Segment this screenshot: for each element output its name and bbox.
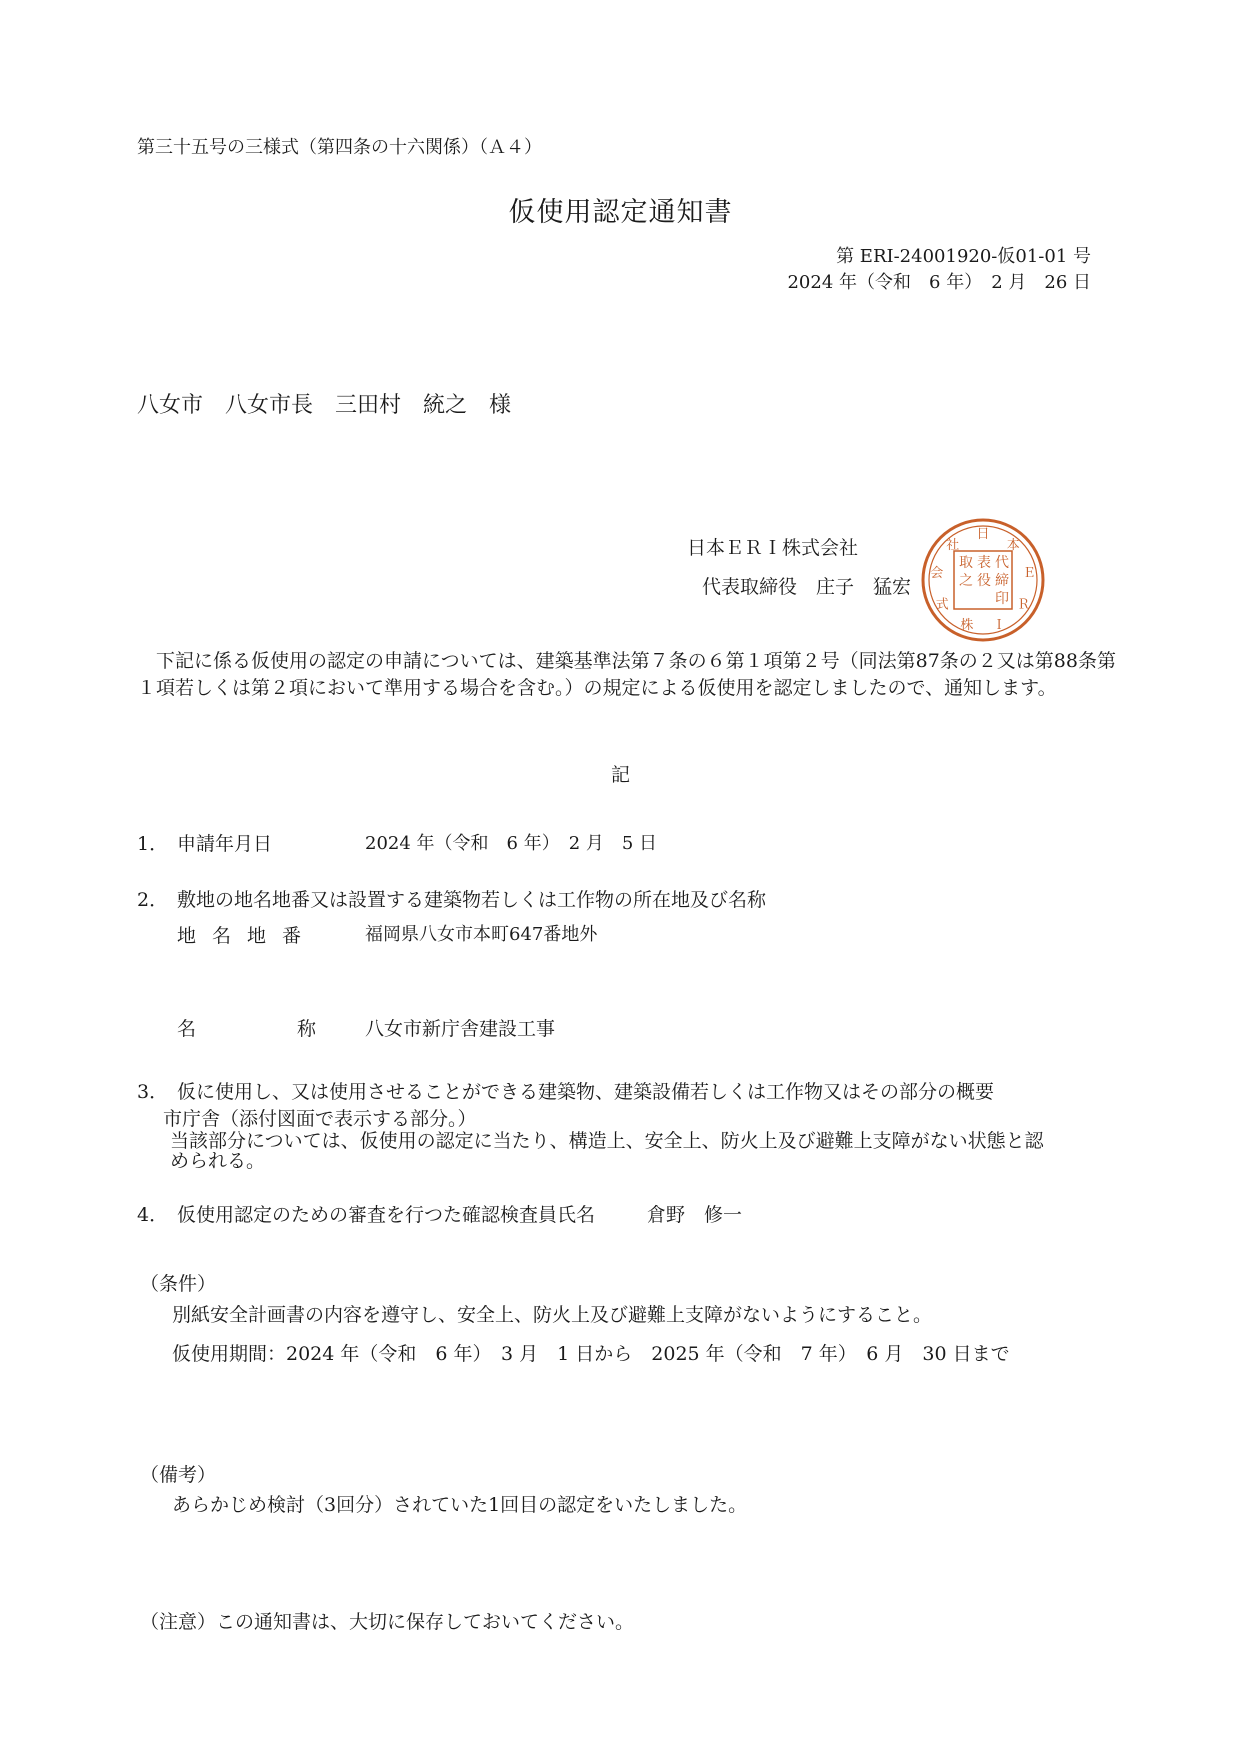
seal-inner-char: 表 xyxy=(977,555,991,571)
seal-inner-char: 印 xyxy=(995,591,1009,607)
item-4-number: 4． xyxy=(137,1204,169,1226)
seal-outer-char: 株 xyxy=(960,618,974,634)
seal-outer-char: Ｒ xyxy=(1017,597,1031,613)
item-3-statement-line1: 当該部分については、仮使用の認定に当たり、構造上、安全上、防火上及び避難上支障がない状態と認 xyxy=(170,1130,1044,1152)
item-1-number: 1． xyxy=(137,833,169,855)
item-2-label: 敷地の地名地番又は設置する建築物若しくは工作物の所在地及び名称 xyxy=(177,889,767,911)
item-2-number: 2． xyxy=(137,889,169,911)
item-1-label: 申請年月日 xyxy=(177,833,273,855)
seal-outer-char: 会 xyxy=(930,565,944,581)
caution-note: （注意）この通知書は、大切に保存しておいてください。 xyxy=(140,1611,635,1633)
seal-outer-char: Ｅ xyxy=(1022,565,1036,581)
name-value: 八女市新庁舎建設工事 xyxy=(365,1018,556,1040)
location-value: 福岡県八女市本町647番地外 xyxy=(365,924,598,945)
item-3-building: 市庁舎（添付図面で表示する部分。） xyxy=(163,1108,477,1130)
name-label-part1: 名 xyxy=(177,1018,197,1040)
seal-inner-char: 役 xyxy=(977,573,991,589)
remarks-heading: （備考） xyxy=(140,1464,217,1486)
item-3-label: 仮に使用し、又は使用させることができる建築物、建築設備若しくは工作物又はその部分の概要 xyxy=(177,1081,995,1103)
document-date: 2024 年（令和 6 年） 2 月 26 日 xyxy=(787,272,1091,293)
item-1-value: 2024 年（令和 6 年） 2 月 5 日 xyxy=(365,833,658,854)
seal-outer-char: 日 xyxy=(976,527,990,542)
use-period: 仮使用期間：2024 年（令和 6 年） 3 月 1 日から 2025 年（令和 7 年） 6 月 30 日まで xyxy=(172,1343,1010,1365)
conditions-line: 別紙安全計画書の内容を遵守し、安全上、防火上及び避難上支障がないようにすること。 xyxy=(172,1304,933,1326)
issuer-representative: 代表取締役 庄子 猛宏 xyxy=(702,576,912,598)
form-number: 第三十五号の三様式（第四条の十六関係）（Ａ４） xyxy=(137,137,542,158)
seal-inner-char: 取 xyxy=(959,555,973,571)
seal-inner-char: 締 xyxy=(995,573,1009,589)
name-label-part2: 称 xyxy=(297,1018,317,1040)
company-seal xyxy=(918,515,1048,649)
location-label: 地名地番 xyxy=(177,925,318,947)
issuer-company: 日本ＥＲＩ株式会社 xyxy=(687,537,859,559)
document-title: 仮使用認定通知書 xyxy=(508,197,733,228)
seal-inner-char: 之 xyxy=(959,573,973,589)
addressee: 八女市 八女市長 三田村 統之 様 xyxy=(137,393,512,418)
document-number: 第 ERI-24001920-仮01-01 号 xyxy=(836,246,1091,267)
seal-inner-char: 代 xyxy=(995,555,1009,571)
seal-outer-char: 式 xyxy=(935,597,949,613)
item-3-number: 3． xyxy=(137,1081,169,1103)
inspector-name: 倉野 修一 xyxy=(647,1204,743,1226)
ki-heading: 記 xyxy=(610,764,630,786)
remarks-line: あらかじめ検討（3回分）されていた1回目の認定をいたしました。 xyxy=(172,1494,748,1516)
conditions-heading: （条件） xyxy=(140,1273,217,1295)
seal-outer-char: 社 xyxy=(946,538,960,553)
seal-outer-char: 本 xyxy=(1006,538,1020,553)
body-paragraph-text: 下記に係る仮使用の認定の申請については、建築基準法第７条の６第１項第２号（同法第87条の２又は第88条第１項若しくは第２項において準用する場合を含む。）の規定による仮使用を認定しましたので、通知します。 xyxy=(137,650,1116,699)
seal-outer-char: Ｉ xyxy=(992,618,1006,634)
item-4-label: 仮使用認定のための審査を行つた確認検査員氏名 xyxy=(177,1204,596,1226)
item-3-statement-line2: められる。 xyxy=(170,1150,266,1172)
body-paragraph xyxy=(137,648,1117,702)
